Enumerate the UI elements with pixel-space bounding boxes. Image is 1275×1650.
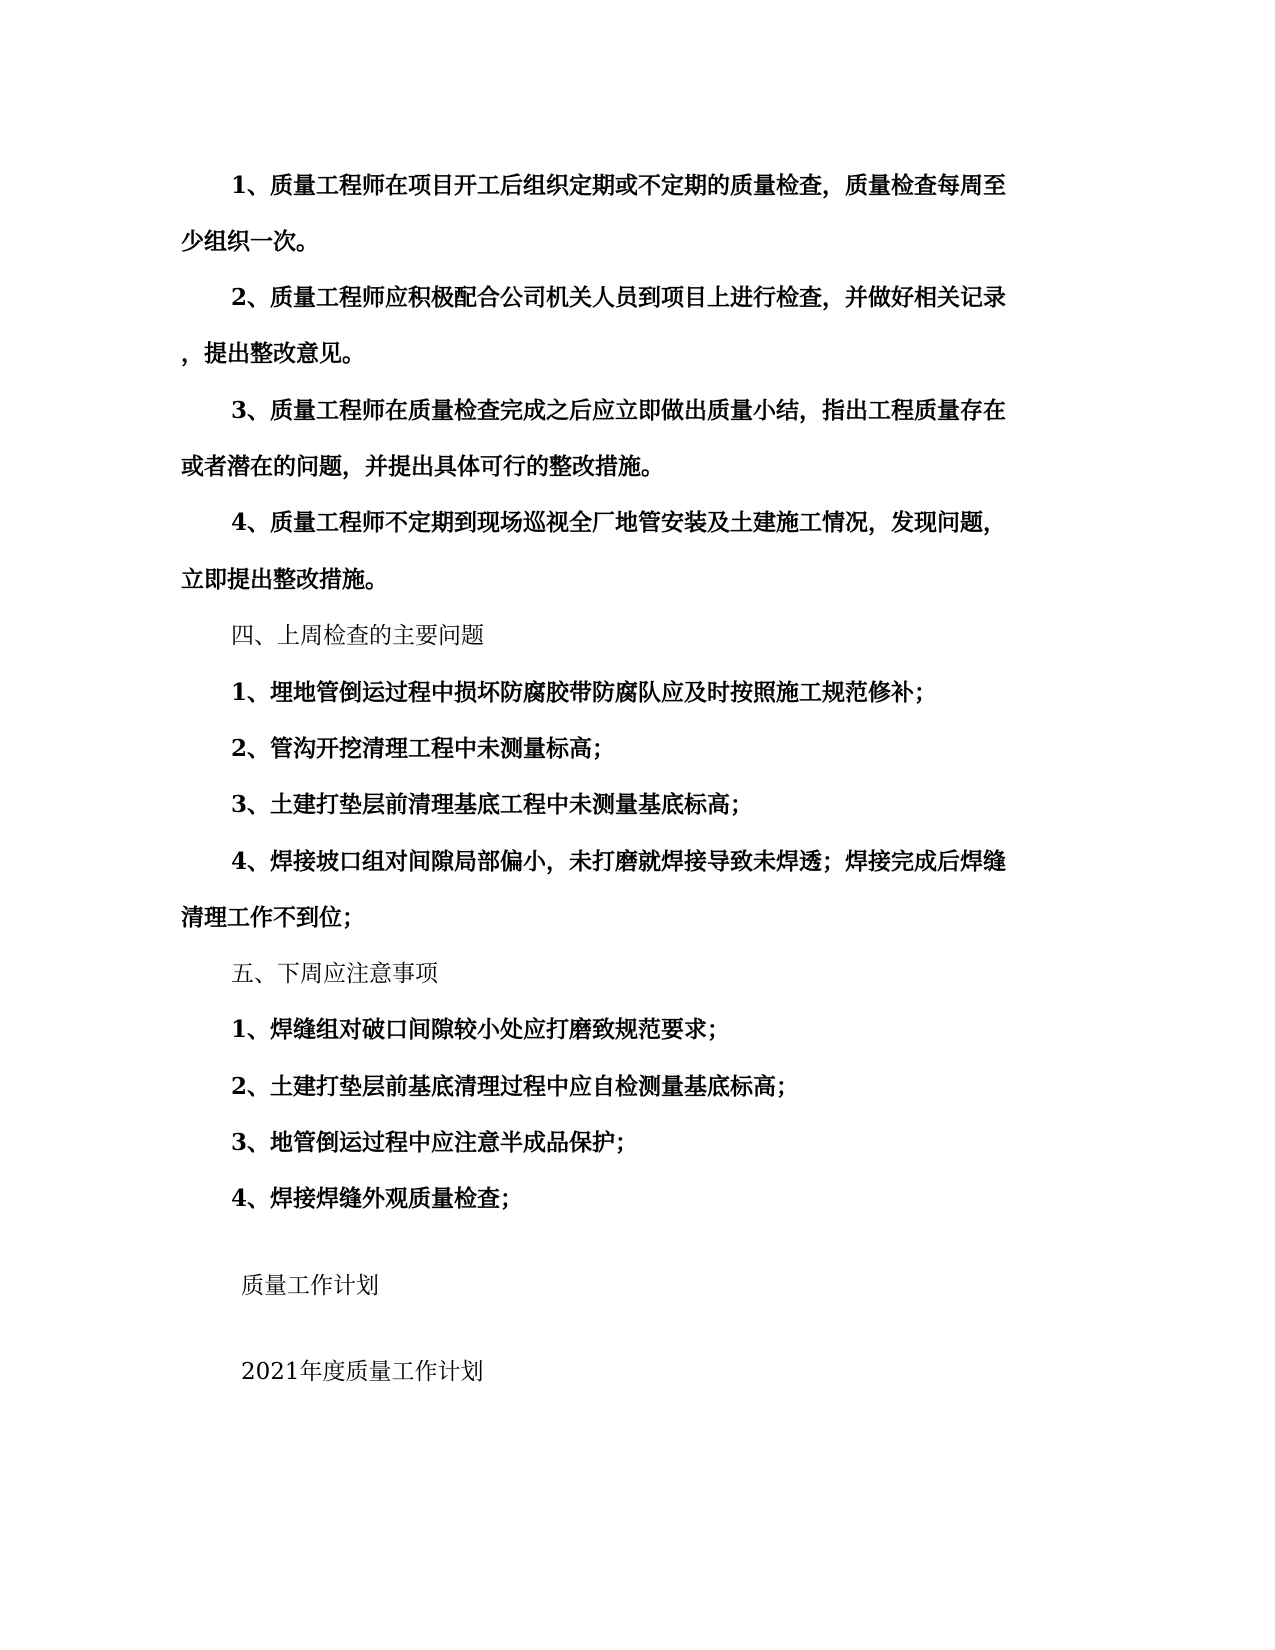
section3-item-1-line1: 1、质量工程师在项目开工后组织定期或不定期的质量检查，质量检查每周至: [231, 172, 1007, 199]
section4-item-4-line1: 4、焊接坡口组对间隙局部偏小，未打磨就焊接导致未焊透；焊接完成后焊缝: [231, 848, 1007, 875]
section4-item-1: 1、埋地管倒运过程中损坏防腐胶带防腐队应及时按照施工规范修补；: [231, 679, 938, 706]
section4-item-3: 3、土建打垫层前清理基底工程中未测量基底标高；: [231, 791, 754, 818]
section4-heading: 四、上周检查的主要问题: [231, 623, 484, 649]
section5-item-1: 1、焊缝组对破口间隙较小处应打磨致规范要求；: [231, 1016, 731, 1043]
section5-item-4: 4、焊接焊缝外观质量检查；: [231, 1185, 524, 1212]
section5-item-2: 2、土建打垫层前基底清理过程中应自检测量基底标高；: [231, 1073, 800, 1100]
section4-item-2: 2、管沟开挖清理工程中未测量标高；: [231, 735, 616, 762]
section3-item-2-line2: ，提出整改意见。: [181, 340, 365, 367]
section3-item-3-line1: 3、质量工程师在质量检查完成之后应立即做出质量小结，指出工程质量存在: [231, 397, 1007, 424]
section3-item-1-line2: 少组织一次。: [181, 228, 319, 255]
section5-item-3: 3、地管倒运过程中应注意半成品保护；: [231, 1129, 639, 1156]
section3-item-4-line1: 4、质量工程师不定期到现场巡视全厂地管安装及土建施工情况，发现问题，: [231, 509, 1007, 536]
section5-heading: 五、下周应注意事项: [231, 961, 438, 987]
plan-title: 质量工作计划: [241, 1273, 379, 1299]
section3-item-3-line2: 或者潜在的问题，并提出具体可行的整改措施。: [181, 453, 664, 480]
section3-item-4-line2: 立即提出整改措施。: [181, 566, 388, 593]
plan-subtitle: 2021年度质量工作计划: [241, 1359, 484, 1385]
section3-item-2-line1: 2、质量工程师应积极配合公司机关人员到项目上进行检查，并做好相关记录: [231, 284, 1007, 311]
section4-item-4-line2: 清理工作不到位；: [181, 904, 365, 931]
